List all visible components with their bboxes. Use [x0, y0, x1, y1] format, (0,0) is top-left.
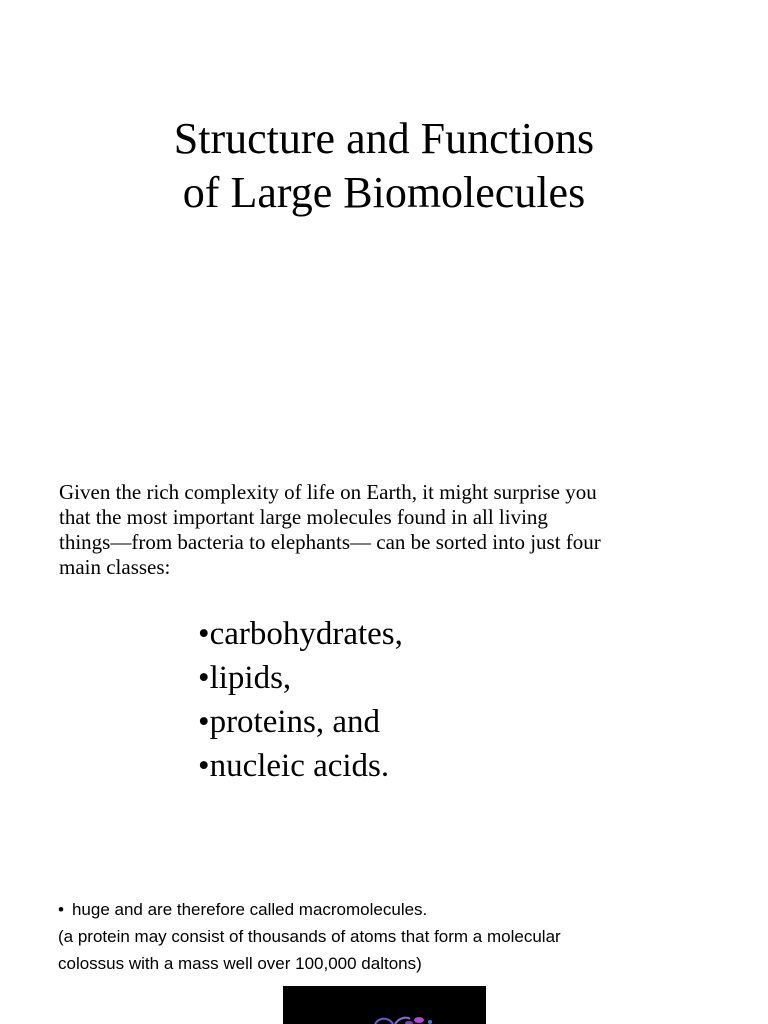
title-line-1: Structure and Functions: [173, 114, 595, 163]
intro-paragraph: [59, 480, 739, 580]
class-item-nucleic-acids: • nucleic acids.: [198, 744, 403, 788]
protein-note-line-2: colossus with a mass well over 100,000 daltons): [58, 954, 422, 973]
class-item-carbohydrates: • carbohydrates,: [198, 612, 403, 656]
biomolecule-class-list: [198, 612, 403, 788]
title-line-2: of Large Biomolecules: [182, 168, 586, 217]
intro-line-2: that the most important large molecules found in all living: [59, 505, 548, 529]
intro-line-4: main classes:: [59, 555, 171, 579]
molecule-image: [283, 986, 486, 1024]
intro-line-1: Given the rich complexity of life on Earth, it might surprise you: [59, 480, 597, 504]
class-item-lipids: • lipids,: [198, 656, 403, 700]
class-item-proteins: • proteins, and: [198, 700, 403, 744]
macromolecule-bullet: • huge and are therefore called macromolecules.: [58, 896, 718, 923]
slide-title: [0, 112, 768, 220]
macromolecule-notes: [58, 896, 718, 977]
molecule-illustration: [283, 986, 486, 1024]
protein-note-line-1: (a protein may consist of thousands of atoms that form a molecular: [58, 927, 561, 946]
intro-line-3: things—from bacteria to elephants— can be sorted into just four: [59, 530, 601, 554]
